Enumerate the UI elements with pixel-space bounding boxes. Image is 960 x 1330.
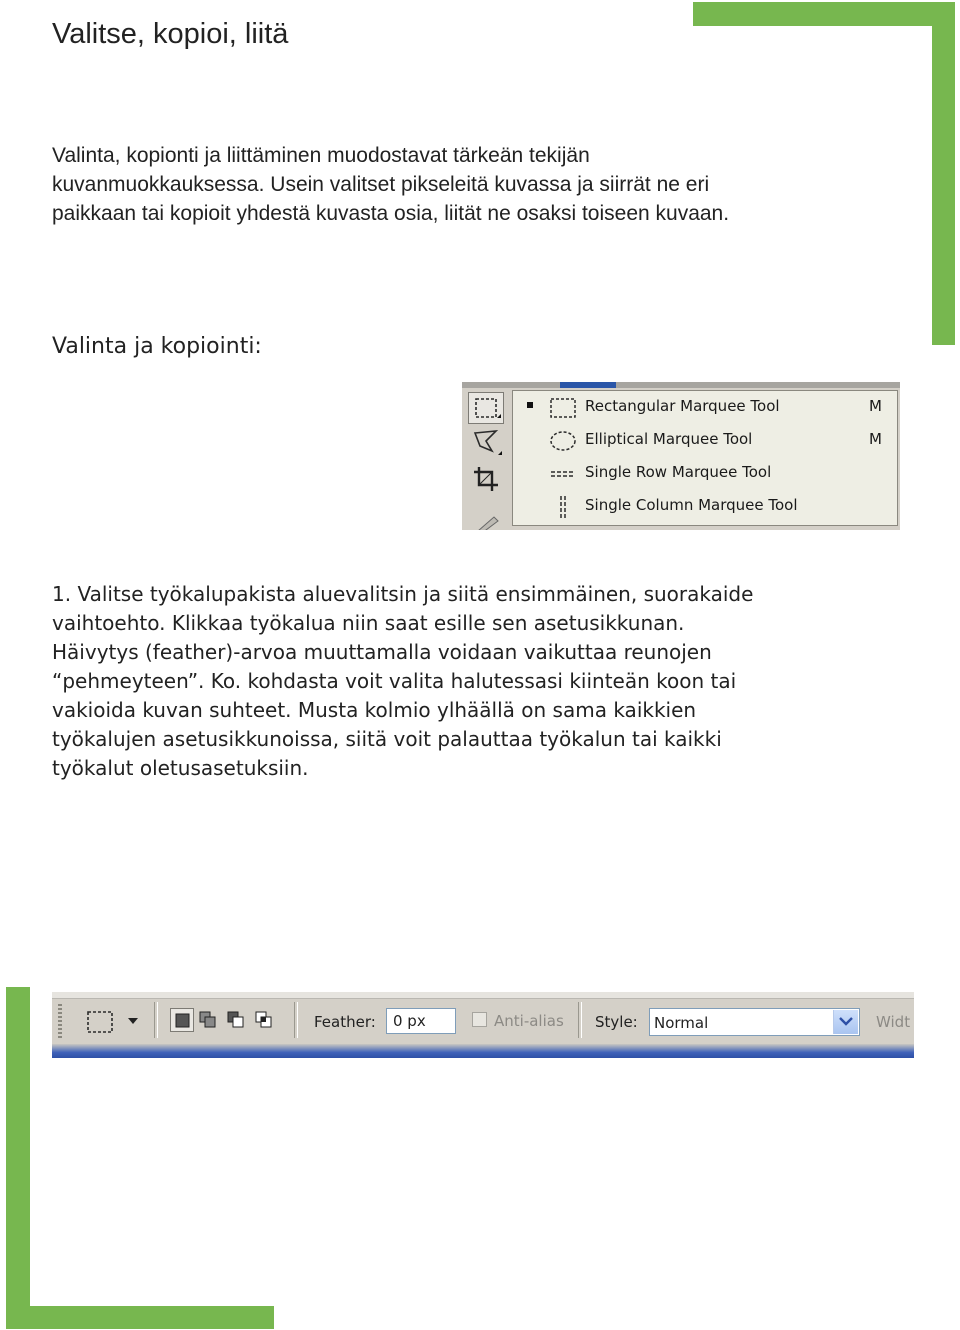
tool-preset-dropdown-arrow[interactable] <box>128 1018 138 1024</box>
menu-item-label: Single Column Marquee Tool <box>585 496 798 514</box>
style-label: Style: <box>595 1013 638 1031</box>
ellipse-marquee-icon <box>549 429 577 453</box>
corner-decoration-bottom <box>6 1306 274 1329</box>
slice-tool-button[interactable] <box>468 506 504 530</box>
menu-item-label: Elliptical Marquee Tool <box>585 430 753 448</box>
slice-knife-icon <box>472 509 502 530</box>
options-bar-screenshot <box>52 992 914 1058</box>
corner-decoration-top-side <box>932 2 955 345</box>
shortcut-key: M <box>869 397 882 415</box>
add-to-selection-button[interactable] <box>196 1008 220 1032</box>
crop-tool-button[interactable] <box>468 462 504 494</box>
menu-item-label: Rectangular Marquee Tool <box>585 397 780 415</box>
divider <box>578 1002 582 1038</box>
rect-marquee-icon <box>473 396 501 422</box>
intersect-selection-button[interactable] <box>252 1008 276 1032</box>
marquee-tool-button[interactable] <box>468 392 504 424</box>
page-title: Valitse, kopioi, liitä <box>52 18 289 50</box>
toolbox-top-strip <box>462 382 900 388</box>
single-column-icon <box>549 495 577 521</box>
style-select[interactable] <box>649 1008 860 1036</box>
intersect-selection-icon <box>254 1010 274 1030</box>
marquee-flyout-screenshot <box>462 382 900 530</box>
intro-paragraph: Valinta, kopionti ja liittäminen muodostavat tärkeän tekijän kuvanmuokkauksessa. Usein valitset pikseleitä kuvassa ja siirrät ne eri paikkaan tai kopioit yhdestä kuvasta osia, liität ne osaksi toiseen kuvaan. <box>52 144 730 225</box>
divider <box>154 1002 158 1038</box>
drag-grip[interactable] <box>58 1004 62 1038</box>
rect-marquee-icon <box>549 396 577 420</box>
subtract-from-selection-icon <box>226 1010 246 1030</box>
polygonal-lasso-icon <box>472 429 502 457</box>
marquee-tool-menu <box>512 390 898 526</box>
menu-item-label: Single Row Marquee Tool <box>585 463 772 481</box>
menu-item-single-column-marquee[interactable] <box>513 490 897 523</box>
menu-item-rectangular-marquee[interactable] <box>513 391 897 424</box>
lasso-tool-button[interactable] <box>468 426 504 458</box>
section-heading: Valinta ja kopiointi: <box>52 334 262 359</box>
subtract-from-selection-button[interactable] <box>224 1008 248 1032</box>
anti-alias-label: Anti-alias <box>494 1012 564 1030</box>
feather-input[interactable]: 0 px <box>386 1008 456 1034</box>
shortcut-key: M <box>869 430 882 448</box>
feather-label: Feather: <box>314 1013 376 1031</box>
menu-item-elliptical-marquee[interactable] <box>513 424 897 457</box>
menu-item-single-row-marquee[interactable] <box>513 457 897 490</box>
chevron-down-icon <box>839 1017 853 1027</box>
divider <box>294 1002 298 1038</box>
single-row-icon <box>549 462 577 486</box>
corner-decoration-bottom-side <box>6 987 30 1329</box>
anti-alias-checkbox[interactable] <box>472 1012 487 1027</box>
selected-bullet <box>527 402 533 408</box>
new-selection-icon <box>173 1011 193 1031</box>
new-selection-button[interactable] <box>170 1008 194 1032</box>
width-label: Widt <box>876 1013 911 1031</box>
add-to-selection-icon <box>198 1010 218 1030</box>
crop-icon <box>472 465 502 493</box>
step-1-paragraph: 1. Valitse työkalupakista aluevalitsin ja siitä ensimmäinen, suorakaide vaihtoehto. Klikkaa työkalua niin saat esille sen asetusikkunan. Häivytys (feather)-arvoa muuttamalla voidaan vaikuttaa reunojen “pehmeyteen”. Ko. kohdasta voit valita halutessasi kiinteän koon tai vakioida kuvan suhteet. Musta kolmio ylhäällä on sama kaikkien työkalujen asetusikkunoissa, siitä voit palauttaa työkalun tai kaikki työkalut oletusasetuksiin. <box>52 582 754 780</box>
style-select-value: Normal <box>654 1014 709 1032</box>
rect-marquee-icon[interactable] <box>86 1010 116 1034</box>
style-dropdown-button[interactable] <box>833 1010 858 1034</box>
corner-decoration-top <box>693 2 955 26</box>
toolbox <box>462 388 510 530</box>
